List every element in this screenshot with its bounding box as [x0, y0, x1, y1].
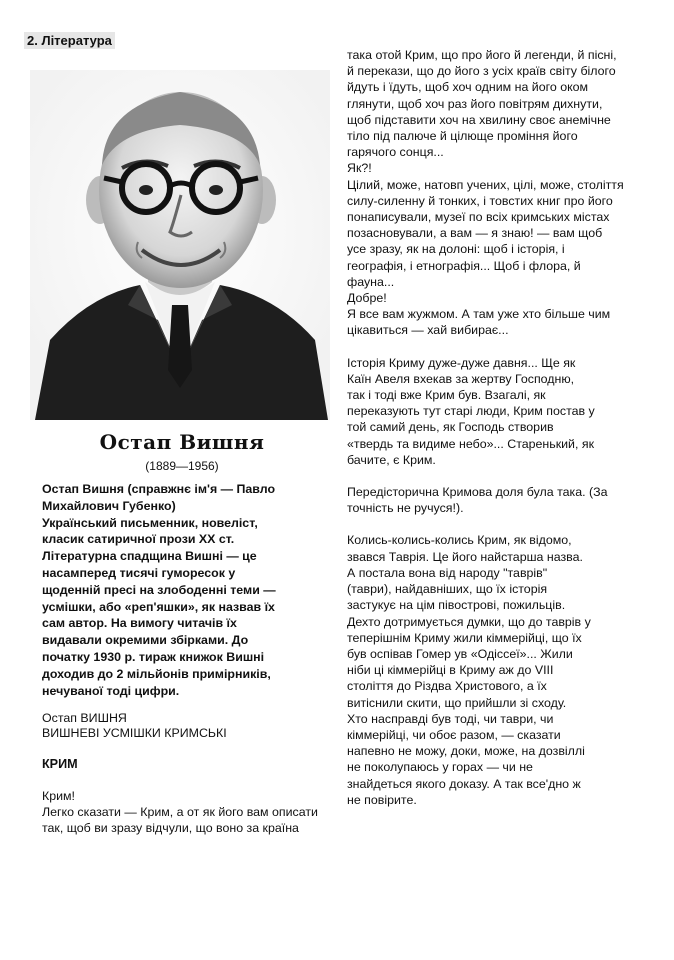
paragraph-3 [347, 484, 641, 516]
text-line: той самий день, як Господь створив [347, 420, 554, 435]
bio-line: доходив до 2 мільйонів примірників, [42, 666, 271, 681]
paragraph-gap [347, 516, 641, 532]
text-line: переказують тут старі люди, Крим постав у [347, 404, 595, 419]
text-line: Дехто дотримується думки, що до таврів у [347, 614, 591, 629]
writer-biography [42, 481, 332, 699]
text-line: географія, і етнографія... Щоб і флора, й [347, 258, 581, 273]
bio-line: класик сатиричної прози XX ст. [42, 532, 235, 547]
work-title: КРИМ [42, 757, 78, 771]
text-line: не повірите. [347, 792, 417, 807]
text-line: Колись-колись-колись Крим, як відомо, [347, 533, 572, 548]
paragraph-4 [347, 532, 641, 807]
text-line: силу-силенну й тонких, і товстих книг про його [347, 193, 613, 208]
bio-line: Літературна спадщина Вишні — це [42, 549, 257, 564]
text-line: так і тоді вже Крим був. Взагалі, як [347, 388, 546, 403]
text-line: бачите, є Крим. [347, 452, 436, 467]
bio-line: сам автор. На вимогу читачів їх [42, 616, 237, 631]
text-line: століття до Різдва Христового, а їх [347, 679, 547, 694]
paragraph-1 [347, 47, 641, 339]
bio-line: нечуваної тоді цифри. [42, 683, 180, 698]
text-line: фауна... [347, 274, 395, 289]
text-line: знайдеться якого доказу. А так все'дно ж [347, 776, 581, 791]
text-line: А постала вона від народу "таврів" [347, 565, 548, 580]
text-line: кіммерійці, чи обоє разом, — сказати [347, 727, 561, 742]
text-line: теперішнім Криму жили кіммерійці, що їх [347, 630, 582, 645]
paragraph-2 [347, 355, 641, 468]
text-line: точність не ручуся!). [347, 501, 464, 516]
text-line: застукує на цім півострові, пожильців. [347, 598, 566, 613]
text-line: цікавиться — хай вибирає... [347, 323, 509, 338]
writer-years: (1889—1956) [145, 459, 219, 473]
text-line: йдуть і їдуть, щоб хоч одним на його оком [347, 80, 589, 95]
text-line: Добре! [347, 291, 387, 306]
text-line: був оспівав Гомер ув «Одіссеї»... Жили [347, 646, 573, 661]
text-line: Як?! [347, 161, 372, 176]
text-line: Цілий, може, натовп учених, цілі, може, століття [347, 177, 624, 192]
text-line: Я все вам жужмом. А там уже хто більше чим [347, 307, 611, 322]
text-line: усе зразу, як на долоні: щоб і історія, і [347, 242, 565, 257]
text-line: Каїн Авеля вхекав за жертву Господню, [347, 371, 575, 386]
text-line: гарячого сонця... [347, 145, 444, 160]
bio-line: видавали окремими збірками. До [42, 633, 249, 648]
text-line: витіснили скити, що прийшли зі сходу. [347, 695, 567, 710]
collection-title: ВИШНЕВІ УСМІШКИ КРИМСЬКІ [42, 726, 227, 740]
author-line: Остап ВИШНЯ [42, 711, 127, 725]
text-line: (таври), найдавніших, що їх історія [347, 582, 548, 597]
bio-line: Остап Вишня (справжнє ім'я — Павло [42, 482, 276, 496]
text-line: Історія Криму дуже-дуже давня... Ще як [347, 355, 576, 370]
text-line: не поколупаюсь у горах — чи не [347, 760, 533, 775]
text-line: ніби ці кіммерійці в Криму аж до VIII [347, 663, 554, 678]
text-line: Крим! [42, 789, 75, 803]
bio-line: усмішки, або «реп'яшки», як назвав їх [42, 599, 275, 614]
text-line: Передісторична Кримова доля була така. (За [347, 485, 608, 500]
text-line: понаписували, музеї по всіх кримських містах [347, 210, 610, 225]
text-line: «твердь та видиме небо»... Старенький, як [347, 436, 594, 451]
text-line: тіло під палюче й цілюще проміння його [347, 129, 578, 144]
text-line: Легко сказати — Крим, а от як його вам описати [42, 805, 318, 820]
bio-line: насамперед тисячі гуморесок у [42, 565, 236, 580]
story-text-right [347, 47, 641, 808]
bio-line: Український письменник, новеліст, [42, 515, 258, 530]
bio-line: початку 1930 р. тираж книжок Вишні [42, 649, 265, 664]
text-line: така отой Крим, що про його й легенди, й пісні, [347, 48, 617, 62]
text-line: позасновували, а вам — я знаю! — вам щоб [347, 226, 603, 241]
paragraph-gap [347, 468, 641, 484]
story-text-left [42, 788, 347, 837]
paragraph-gap [347, 339, 641, 355]
section-heading: 2. Література [24, 32, 115, 49]
text-line: так, щоб ви зразу відчули, що воно за країна [42, 821, 299, 836]
bio-line: щоденній пресі на злободенні теми — [42, 582, 276, 597]
text-line: щоб підставити хоч на хвилину своє анемічне [347, 112, 611, 127]
bio-line: Михайлович Губенко) [42, 498, 176, 513]
text-line: глянути, щоб хоч раз його повітрям дихнути, [347, 96, 603, 111]
text-line: напевно не можу, доки, може, на дозвіллі [347, 744, 585, 759]
portrait-image [30, 70, 330, 420]
text-line: звався Таврія. Це його найстарша назва. [347, 549, 583, 564]
writer-name: Остап Вишня [99, 430, 265, 454]
text-line: Хто насправді був тоді, чи таври, чи [347, 711, 554, 726]
text-line: й перекази, що до його з усіх країв світу білого [347, 64, 616, 79]
